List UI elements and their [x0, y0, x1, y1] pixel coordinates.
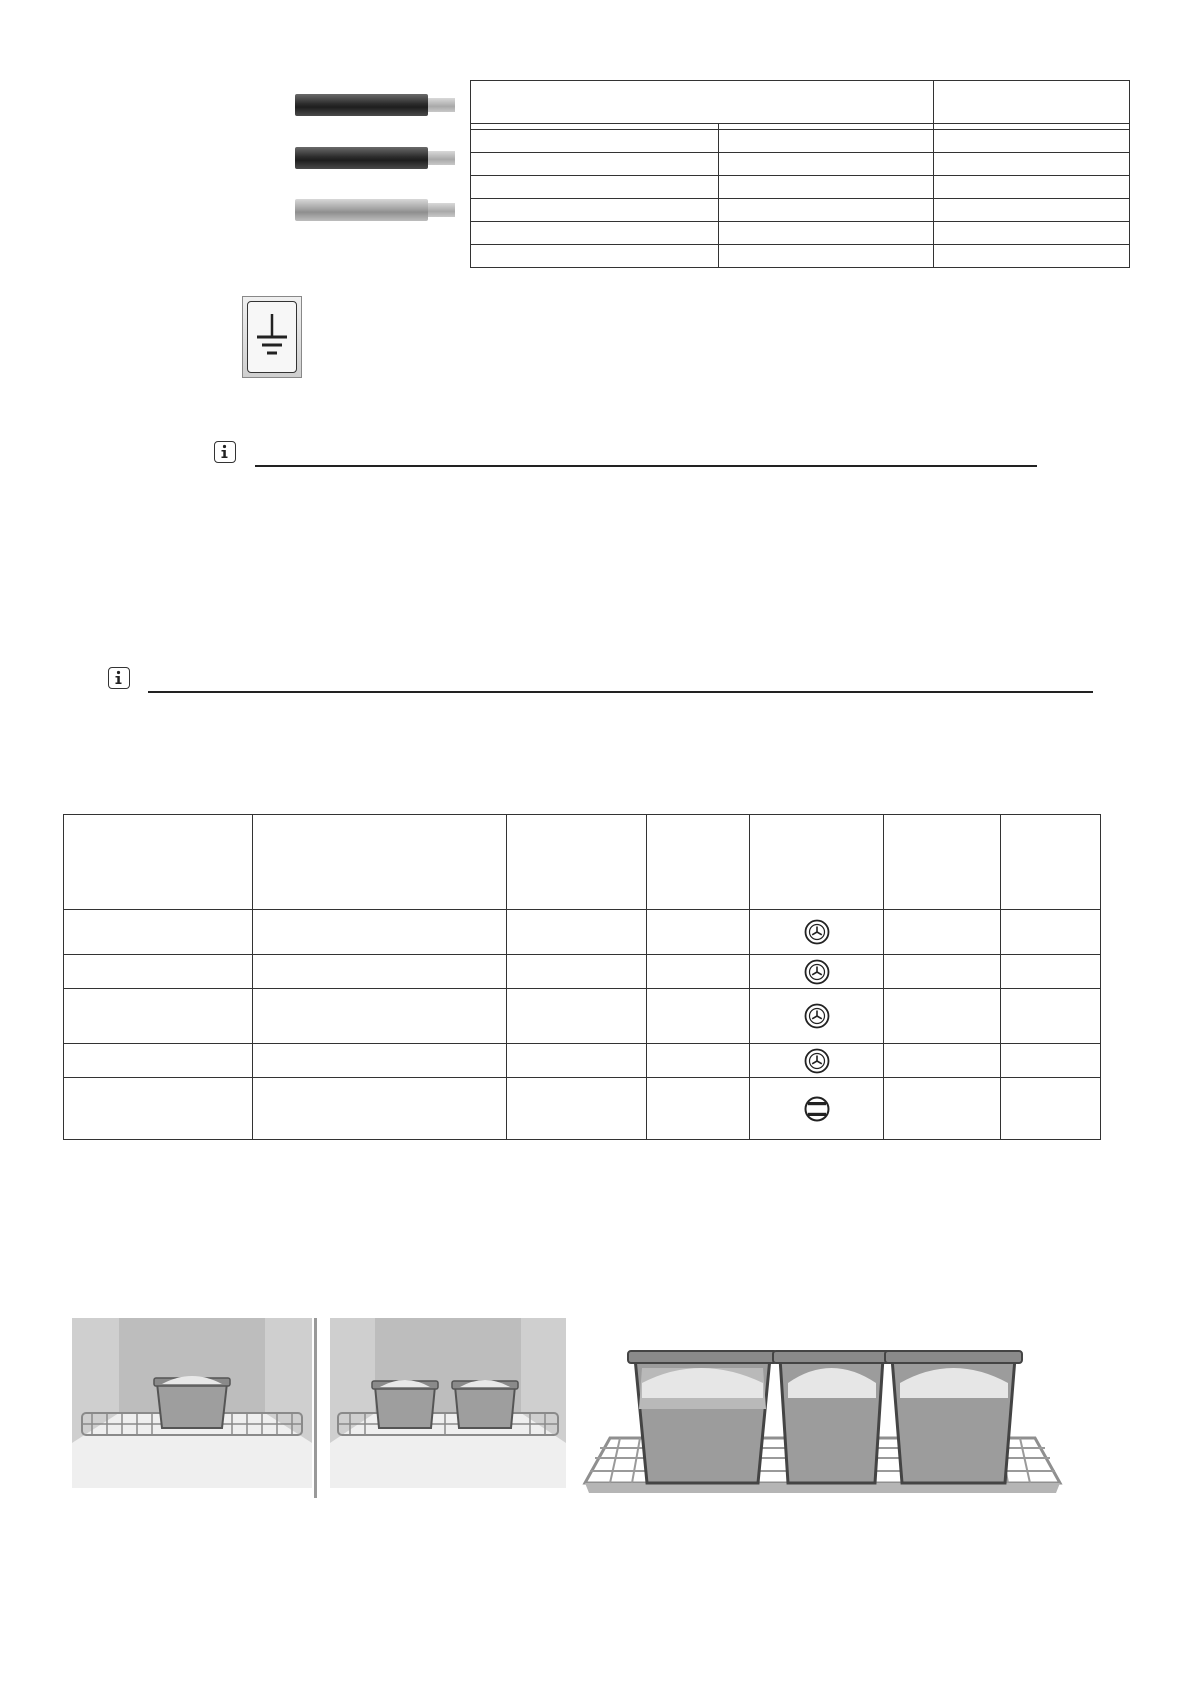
info-icon	[108, 667, 130, 689]
top-bottom-heat-icon	[804, 1096, 830, 1122]
table-row	[64, 910, 1101, 955]
fan-heating-icon	[804, 1003, 830, 1029]
fan-heating-icon	[804, 959, 830, 985]
table-row	[471, 222, 1130, 245]
table-row	[471, 245, 1130, 268]
table-header-cell	[934, 81, 1130, 124]
table-row	[471, 153, 1130, 176]
info-icon	[214, 441, 236, 463]
table-header-row	[64, 815, 1101, 910]
table-header-cell	[471, 81, 934, 124]
note-underline	[148, 691, 1093, 693]
table-row	[471, 176, 1130, 199]
illustration-divider	[314, 1318, 317, 1498]
fan-heating-icon	[804, 1048, 830, 1074]
oven-one-tin-illustration	[72, 1318, 312, 1493]
table-row	[64, 1044, 1101, 1078]
table-row	[471, 199, 1130, 222]
table-row	[471, 130, 1130, 153]
table-row	[64, 989, 1101, 1044]
note-underline	[255, 465, 1037, 467]
cable-table	[470, 80, 1130, 268]
table-row	[64, 1078, 1101, 1140]
table-row	[64, 955, 1101, 989]
fan-heating-icon	[804, 919, 830, 945]
oven-two-tins-illustration	[330, 1318, 566, 1493]
earth-ground-icon	[242, 296, 302, 378]
three-tins-on-shelf-illustration	[580, 1343, 1065, 1513]
baking-table	[63, 814, 1101, 1140]
